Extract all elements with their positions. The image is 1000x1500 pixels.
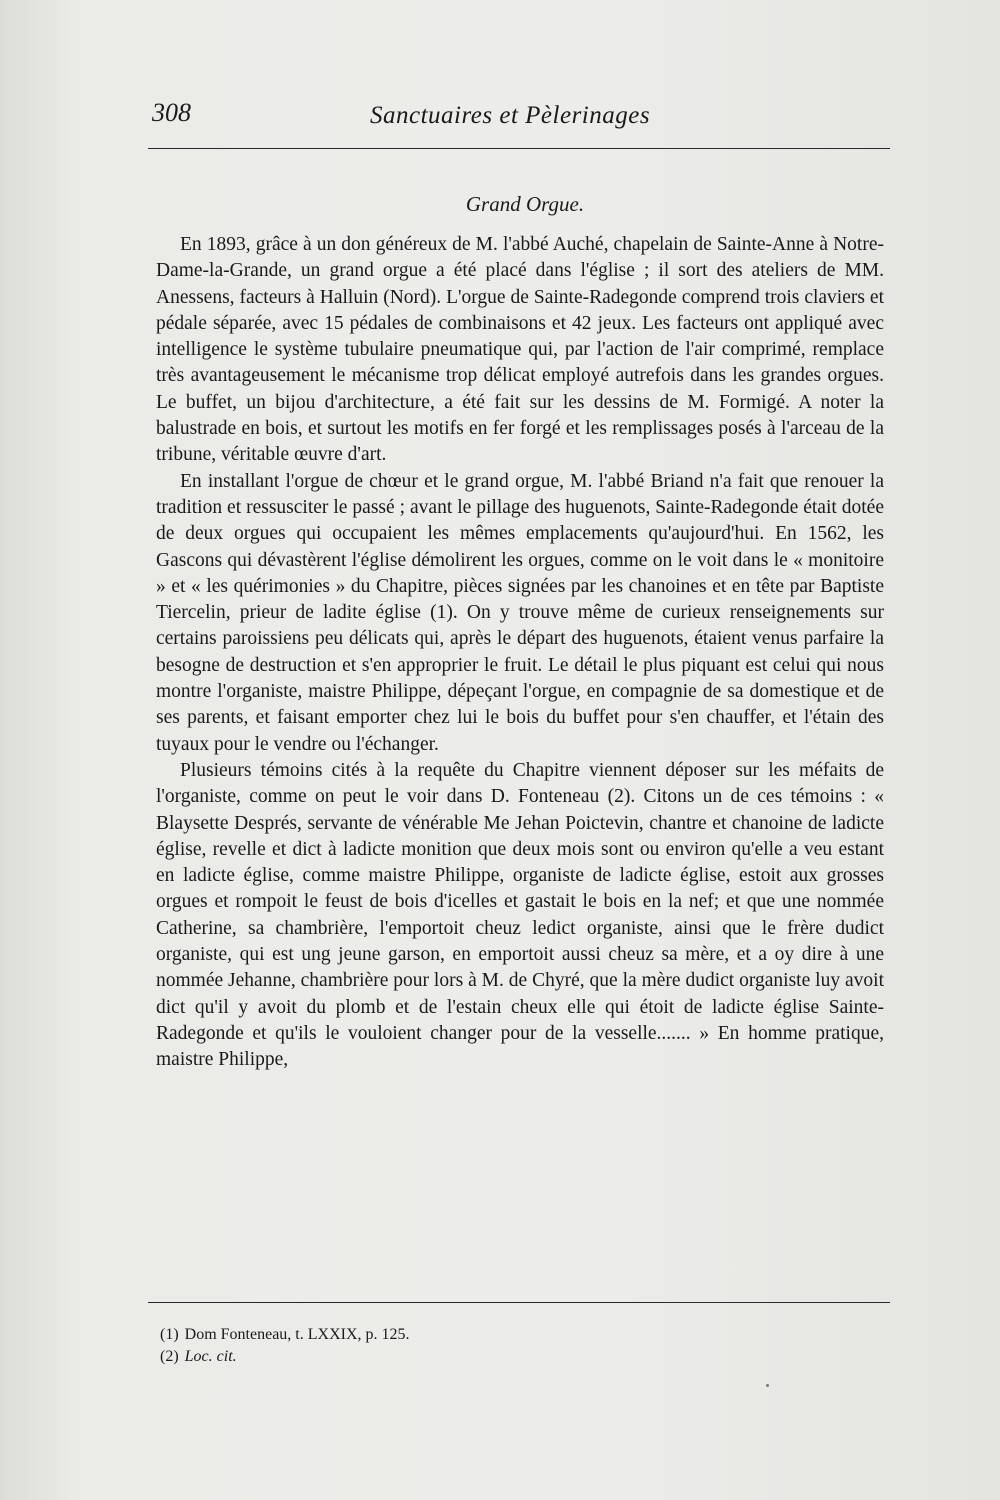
- page-number: 308: [152, 98, 191, 127]
- header-rule: [148, 148, 890, 149]
- footnote-rule: [148, 1302, 890, 1303]
- paragraph: Plusieurs témoins cités à la requête du Chapitre viennent déposer sur les méfaits de l'organiste, comme on peut le voir dans D. Fonteneau (2). Citons un de ces témoins : « Blaysette Després, servante de vénérable Me Jehan Poictevin, chantre et chanoine de ladicte église, revelle et dict à ladicte monition que deux mois sont ou environ qu'elle a veu estant en ladicte église, comme maistre Philippe, organiste de ladicte église, estoit aux grosses orgues et rompoit le feust de bois d'icelles et gastait le bois en la nef; et que une nommée Catherine, sa chambrière, l'emportoit cheuz ledict organiste, ainsi que le frère dudict organiste, qui est ung jeune garson, en emportoit aussi cheuz sa mère, et a oy dire à une nommée Jehanne, chambrière pour lors à M. de Chyré, que la mère dudict organiste luy avoit dict qu'il y avoit du plomb et de l'estain cheux elle qui étoit de ladicte église Sainte-Radegonde et qu'ils le vouloient changer pour de la vesselle....... » En homme pratique, maistre Philippe,: [156, 759, 884, 1071]
- footnote-mark: (1): [160, 1326, 179, 1343]
- footnote: [160, 1346, 860, 1368]
- footnote-mark: (2): [160, 1348, 179, 1365]
- paper-speck: [766, 1384, 769, 1387]
- paragraph: En 1893, grâce à un don généreux de M. l'abbé Auché, chapelain de Sainte-Anne à Notre-Dame-la-Grande, un grand orgue a été placé dans l'église ; il sort des ateliers de MM. Anessens, facteurs à Halluin (Nord). L'orgue de Sainte-Radegonde comprend trois claviers et pédale séparée, avec 15 pédales de combinaisons et 42 jeux. Les facteurs ont appliqué avec intelligence le système tubulaire pneumatique qui, par l'action de l'air comprimé, remplace très avantageusement le mécanisme trop délicat employé autrefois dans les grandes orgues. Le buffet, un bijou d'architecture, a été fait sur les dessins de M. Formigé. A noter la balustrade en bois, et surtout les motifs en fer forgé et les remplissages posés à l'arceau de la tribune, véritable œuvre d'art.: [156, 234, 884, 466]
- body-text: [156, 232, 884, 1074]
- section-title: Grand Orgue.: [465, 192, 585, 216]
- running-title: Sanctuaires et Pèlerinages: [370, 102, 651, 129]
- footnote: [160, 1324, 860, 1346]
- paragraph: En installant l'orgue de chœur et le grand orgue, M. l'abbé Briand n'a fait que renouer la tradition et ressusciter le passé ; avant le pillage des huguenots, Sainte-Radegonde était dotée de deux orgues qui occupaient les mêmes emplacements qu'aujourd'hui. En 1562, les Gascons qui dévastèrent l'église démolirent les orgues, comme on le voit dans le « monitoire » et « les quérimonies » du Chapitre, pièces signées par les chanoines et en tête par Baptiste Tiercelin, prieur de ladite église (1). On y trouve même de curieux renseignements sur certains paroissiens peu délicats qui, après le départ des huguenots, étaient venus parfaire la besogne de destruction et s'en approprier le fruit. Le détail le plus piquant est celui qui nous montre l'organiste, maistre Philippe, dépeçant l'orgue, en compagnie de sa domestique et de ses parents, et faisant emporter chez lui le bois du buffet pour s'en chauffer, et l'étain des tuyaux pour le vendre ou l'échanger.: [156, 470, 884, 755]
- footnote-text: Loc. cit.: [184, 1348, 237, 1365]
- footnote-text: Dom Fonteneau, t. LXXIX, p. 125.: [184, 1326, 410, 1343]
- footnotes: [160, 1324, 860, 1368]
